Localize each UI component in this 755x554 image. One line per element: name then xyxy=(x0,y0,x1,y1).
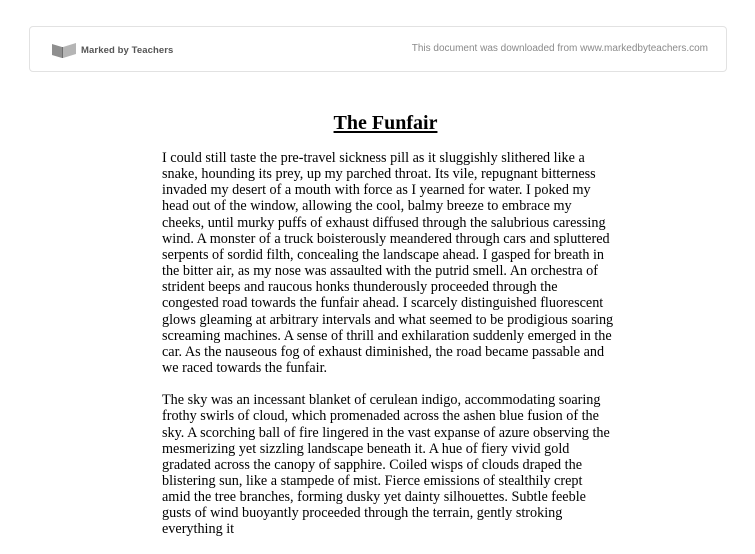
download-notice: This document was downloaded from www.markedbyteachers.com xyxy=(411,43,708,54)
site-logo[interactable] xyxy=(50,40,173,60)
site-header xyxy=(29,26,727,72)
document-body xyxy=(162,150,614,554)
logo-text: Marked by Teachers xyxy=(81,44,174,56)
document-title: The Funfair xyxy=(333,112,438,134)
paragraph: The sky was an incessant blanket of cerulean indigo, accommodating soaring frothy swirls of cloud, which promenaded across the ashen blue fusion of the sky. A scorching ball of fire lingered in the vast expanse of azure observing the mesmerizing yet sizzling landscape beneath it. A hue of fiery vivid gold gradated across the canopy of sapphire. Coiled wisps of clouds draped the blistering sun, like a stampede of mist. Fierce emissions of stealthily crept amid the tree branches, forming dusky yet dainty silhouettes. Subtle feeble gusts of wind buoyantly proceeded through the terrain, gently stroking everything it xyxy=(162,392,610,538)
paragraph: I could still taste the pre-travel sickness pill as it sluggishly slithered like a snake, hounding its prey, up my parched throat. Its vile, repugnant bitterness invaded my desert of a mouth with force as I yearned for water. I poked my head out of the window, allowing the cool, balmy breeze to embrace my cheeks, until murky puffs of exhaust diffused through the salubrious caressing wind. A monster of a truck boisterously meandered through cars and spluttered serpents of sordid filth, concealing the landscape ahead. I gasped for breath in the bitter air, as my nose was assaulted with the putrid smell. An orchestra of strident beeps and raucous honks thunderously proceeded through the congested road towards the funfair ahead. I scarcely distinguished fluorescent glows gleaming at arbitrary intervals and what seemed to be prodigious soaring screaming machines. A sense of thrill and exhilaration suddenly emerged in the car. As the nauseous fog of exhaust diminished, the road became passable and we raced towards the funfair. xyxy=(162,150,614,377)
book-logo-icon xyxy=(50,40,78,60)
